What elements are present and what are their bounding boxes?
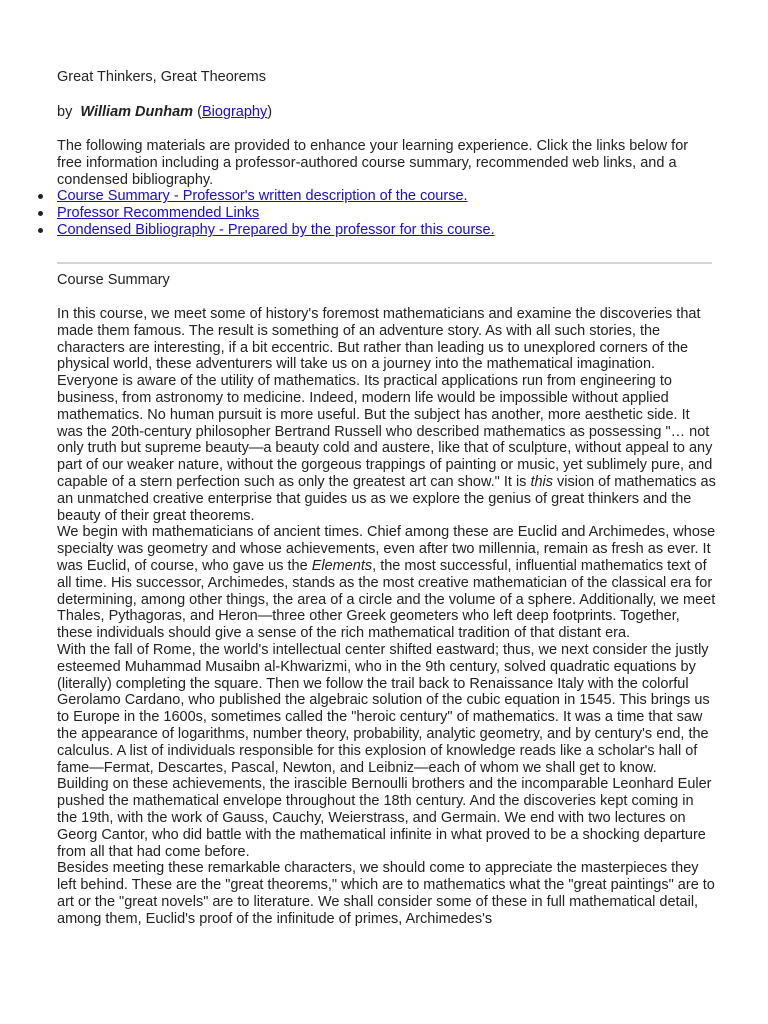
paragraph: Building on these achievements, the irascible Bernoulli brothers and the incomparable Leonhard Euler pushed the mathematical envelope throughout the 18th century. And the discoveries kept coming in the 19th, with the work of Gauss, Cauchy, Weierstrass, and Germain. We end with two lectures on Georg Cantor, who did battle with the mathematical infinite in what proved to be a shocking departure from all that had come before.	[57, 776, 712, 860]
section-title: Course Summary	[57, 272, 170, 288]
paragraph-text: vision of mathematics as an unmatched creative enterprise that guides us as we explore the genius of great thinkers and the beauty of their great theorems.	[57, 473, 716, 524]
paragraph-text: , the most successful, influential mathematics text of all time. His successor, Archimedes, stands as the most creative mathematician of the classical era for determining, among other things, the area of a circle and the volume of a sphere. Additionally, we meet Thales, Pythagoras, and Heron—three other Greek geometers who left deep footprints. Together, these individuals should give a sense of the rich mathematical tradition of that distant era.	[57, 557, 716, 642]
condensed-bibliography-link[interactable]: Condensed Bibliography - Prepared by the professor for this course.	[57, 222, 495, 239]
bio-paren-open: (	[197, 104, 202, 120]
course-summary-link[interactable]: Course Summary - Professor's written description of the course.	[57, 188, 468, 205]
intro-text: The following materials are provided to enhance your learning experience. Click the links below for free information including a professor-authored course summary, recommended web links, and a condensed bibliography.	[57, 138, 689, 188]
summary-body	[57, 306, 717, 927]
by-label: by	[57, 104, 73, 120]
list-item	[57, 222, 712, 239]
list-item	[57, 188, 712, 205]
course-summary-section	[57, 272, 717, 927]
paragraph-text: We begin with mathematicians of ancient times. Chief among these are Euclid and Archimedes, whose specialty was geometry and whose achievements, even after two millennia, remain as fresh as ever. It was Euclid, of course, who gave us the	[57, 524, 716, 574]
materials-link-list	[57, 188, 712, 239]
biography-link[interactable]: Biography	[201, 104, 268, 120]
paragraph	[57, 373, 717, 524]
list-item	[57, 205, 712, 222]
page-header	[57, 69, 712, 239]
paragraph: With the fall of Rome, the world's intellectual center shifted eastward; thus, we next consider the justly esteemed Muhammad Musaibn al-Khwarizmi, who in the 9th century, solved quadratic equations by (literally) completing the square. Then we follow the trail back to Renaissance Italy with the colorful Gerolamo Cardano, who published the algebraic solution of the cubic equation in 1545. This brings us to Europe in the 1600s, sometimes called the "heroic century" of mathematics. It was a time that saw the appearance of logarithms, number theory, probability, analytic geometry, and by century's end, the calculus. A list of individuals responsible for this explosion of knowledge reads like a scholar's hall of fame—Fermat, Descartes, Pascal, Newton, and Leibniz—each of whom we shall get to know.	[57, 641, 710, 776]
paragraph: Besides meeting these remarkable characters, we should come to appreciate the masterpieces they left behind. These are the "great theorems," which are to mathematics what the "great paintings" are to art or the "great novels" are to literature. We shall consider some of these in full mathematical detail, among them, Euclid's proof of the infinitude of primes, Archimedes's	[57, 860, 715, 927]
emphasis-text: Elements	[311, 557, 373, 574]
section-divider	[57, 262, 712, 264]
emphasis-text: this	[530, 473, 554, 490]
paragraph	[57, 524, 717, 642]
bio-paren-close: )	[267, 104, 273, 120]
page-title: Great Thinkers, Great Theorems	[57, 69, 266, 85]
author-name: William Dunham	[80, 104, 194, 120]
recommended-links-link[interactable]: Professor Recommended Links	[57, 205, 260, 222]
byline	[57, 104, 712, 121]
paragraph-text: Everyone is aware of the utility of mathematics. Its practical applications run from engineering to business, from astronomy to medicine. Indeed, modern life would be impossible without applied mathematics. No human pursuit is more useful. But the subject has another, more aesthetic side. It was the 20th-century philosopher Bertrand Russell who described mathematics as possessing "… not only truth but supreme beauty—a beauty cold and austere, like that of sculpture, without appeal to any part of our weaker nature, without the gorgeous trappings of painting or music, yet sublimely pure, and capable of a stern perfection such as only the greatest art can show." It is	[57, 373, 713, 490]
paragraph: In this course, we meet some of history's foremost mathematicians and examine the discoveries that made them famous. The result is something of an adventure story. As with all such stories, the characters are interesting, if a bit eccentric. But rather than leading us to unexplored corners of the physical world, these adventurers will take us on a journey into the mathematical imagination.	[57, 306, 701, 373]
